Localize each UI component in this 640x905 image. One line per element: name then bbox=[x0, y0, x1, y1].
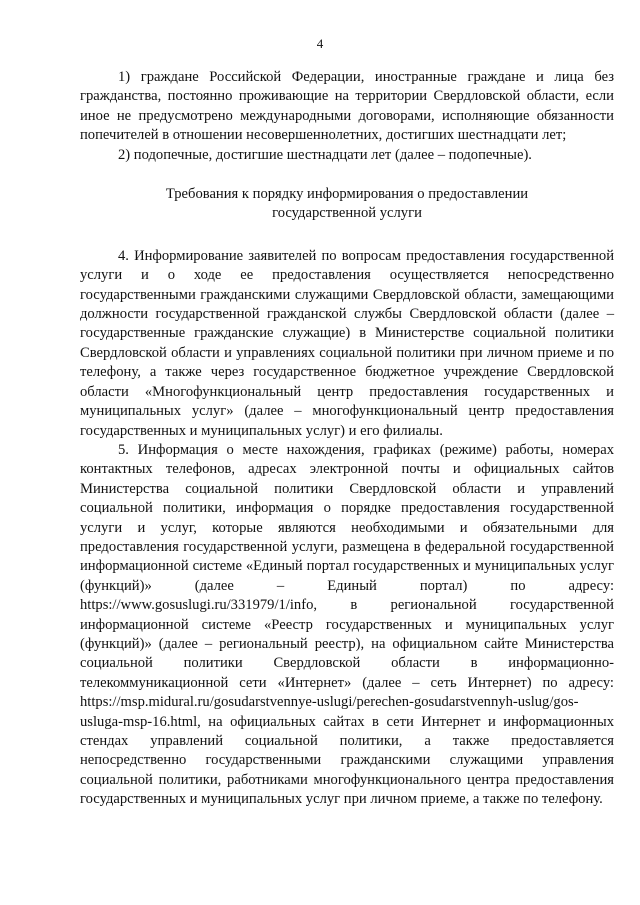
paragraph-5: 5. Информация о месте нахождения, графиках (режиме) работы, номерах контактных телефонов, адресах электронной почты и официальных сайтов Министерства социальной политики Свердловской области и управлений социальной политики, информация о порядке предоставления государственной услуги и услуг, которые являются необходимыми и обязательными для предоставления государственной услуги, размещена в федеральной государственной информационной системе «Единый портал государственных и муниципальных услуг (функций)» (далее – Единый портал) по адресу: https://www.gosuslugi.ru/331979/1/info, в региональной государственной информационной системе «Реестр государственных и муниципальных услуг (функций)» (далее – региональный реестр), на официальном сайте Министерства социальной политики Свердловской области в информационно-телекоммуникационной сети «Интернет» (далее – сеть Интернет) по адресу: https://msp.midural.ru/gosudarstvennye-uslugi/perechen-gosudarstvennyh-uslug/gos-usluga-msp-16.html, на официальных сайтах в сети Интернет и информационных стендах управлений социальной политики, а также предоставляется непосредственно государственными гражданскими служащими управления социальной политики, работниками многофункционального центра предоставления государственных и муниципальных услуг при личном приеме, а также по телефону. bbox=[80, 441, 614, 808]
paragraph-4: 4. Информирование заявителей по вопросам предоставления государственной услуги и о ходе ее предоставления осуществляется непосредственно государственными гражданскими служащими Свердловской области, замещающими должности государственной гражданской службы Свердловской области (далее – государственные гражданские служащие) в Министерстве социальной политики Свердловской области и управлениях социальной политики при личном приеме и по телефону, а также через государственное бюджетное учреждение Свердловской области «Многофункциональный центр предоставления государственных и муниципальных услуг» (далее – многофункциональный центр предоставления государственных и муниципальных услуг) и его филиалы. bbox=[80, 247, 614, 439]
document-body bbox=[80, 68, 614, 810]
section-heading-line-2: государственной услуги bbox=[272, 205, 422, 222]
section-heading-line-1: Требования к порядку информирования о предоставлении bbox=[165, 186, 529, 203]
paragraph-2: 2) подопечные, достигшие шестнадцати лет (далее – подопечные). bbox=[118, 146, 532, 163]
paragraph-1: 1) граждане Российской Федерации, иностранные граждане и лица без гражданства, постоянно проживающие на территории Свердловской области, если иное не предусмотрено международными договорами, исполняющие обязанности попечителей в отношении несовершеннолетних, достигших шестнадцати лет; bbox=[80, 69, 614, 144]
page-number: 4 bbox=[316, 36, 324, 51]
section-heading bbox=[80, 185, 614, 224]
